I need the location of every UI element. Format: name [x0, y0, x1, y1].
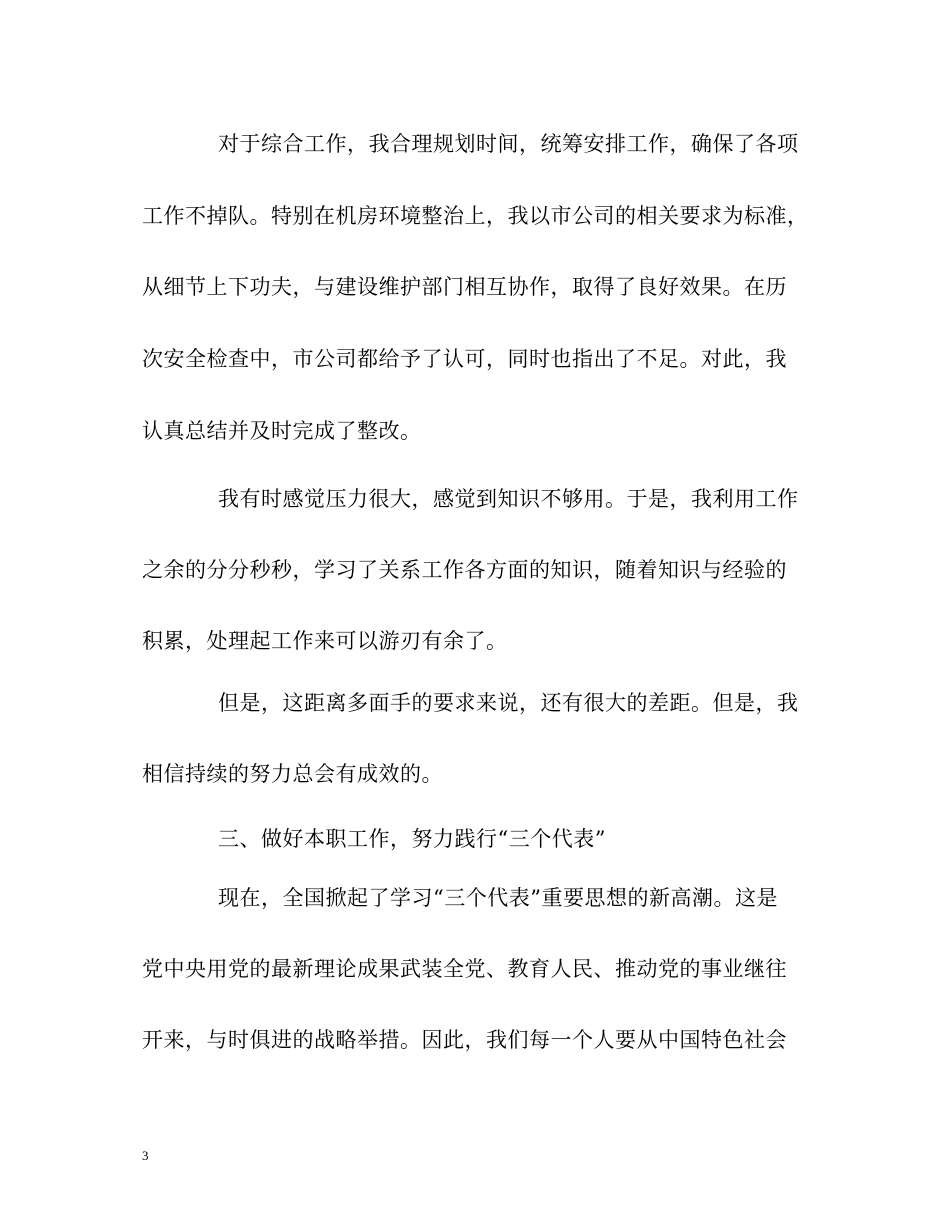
paragraph-2-line-1: 我有时感觉压力很大，感觉到知识不够用。于是，我利用工作	[218, 487, 799, 511]
page-number: 3	[142, 1148, 149, 1163]
section-heading: 三、做好本职工作，努力践行“三个代表”	[218, 827, 606, 851]
paragraph-4-line-3: 开来，与时俱进的战略举措。因此，我们每一个人要从中国特色社会	[142, 1028, 787, 1052]
paragraph-4-line-1: 现在，全国掀起了学习“三个代表”重要思想的新高潮。这是	[218, 886, 778, 910]
paragraph-3-line-2: 相信持续的努力总会有成效的。	[142, 762, 443, 786]
paragraph-1-line-3: 从细节上下功夫，与建设维护部门相互协作，取得了良好效果。在历	[142, 275, 787, 299]
paragraph-2-line-2: 之余的分分秒秒，学习了关系工作各方面的知识，随着知识与经验的	[142, 558, 787, 582]
paragraph-1-line-1: 对于综合工作，我合理规划时间，统筹安排工作，确保了各项	[218, 132, 799, 156]
paragraph-3-line-1: 但是，这距离多面手的要求来说，还有很大的差距。但是，我	[218, 691, 799, 715]
paragraph-2-line-3: 积累，处理起工作来可以游刃有余了。	[142, 629, 508, 653]
paragraph-1-line-2: 工作不掉队。特别在机房环境整治上，我以市公司的相关要求为标准，	[142, 204, 809, 228]
paragraph-1-line-4: 次安全检查中，市公司都给予了认可，同时也指出了不足。对此，我	[142, 347, 787, 371]
paragraph-4-line-2: 党中央用党的最新理论成果武装全党、教育人民、推动党的事业继往	[142, 957, 787, 981]
paragraph-1-line-5: 认真总结并及时完成了整改。	[142, 419, 422, 443]
